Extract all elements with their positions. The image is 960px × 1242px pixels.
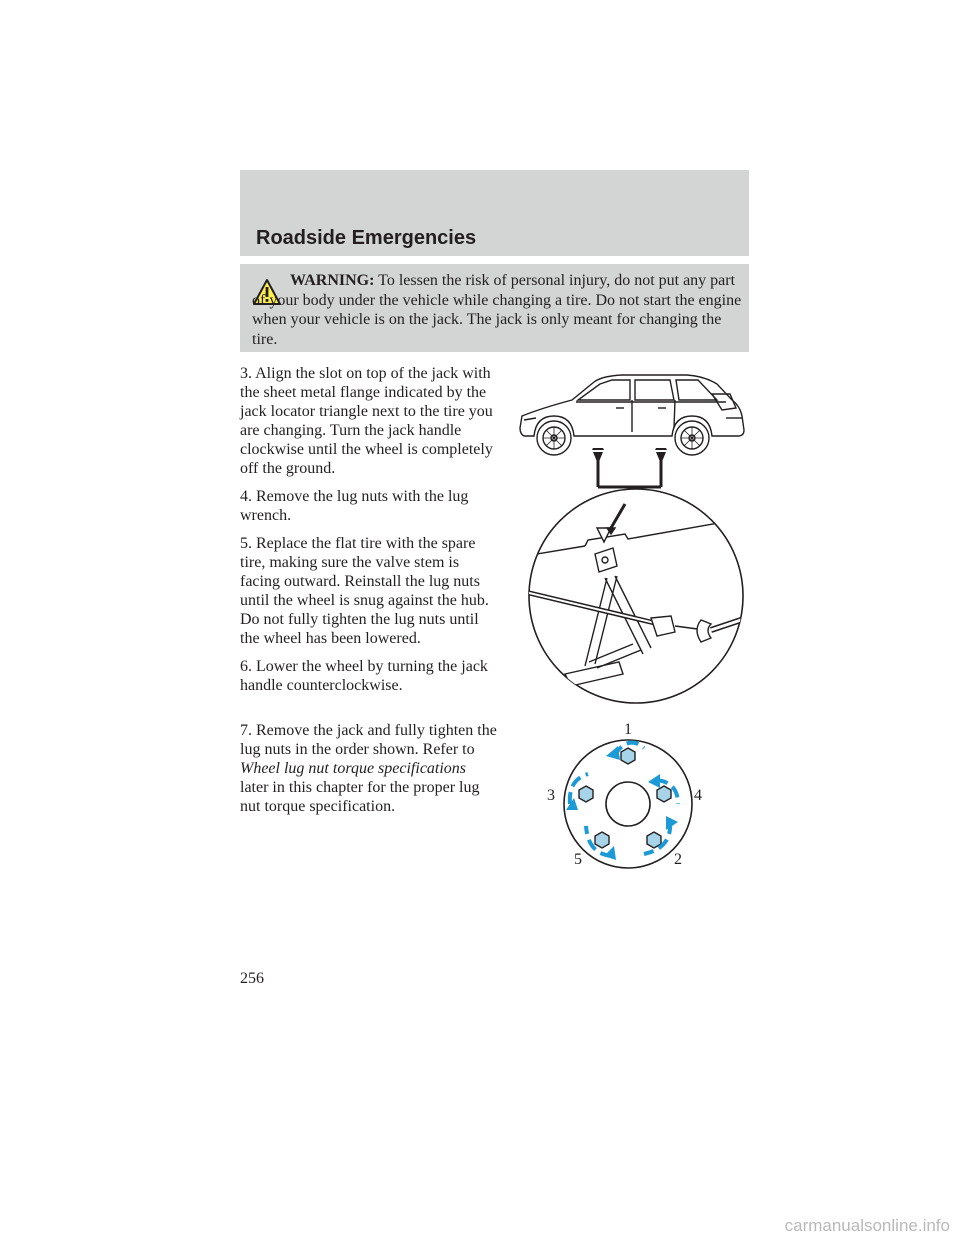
- warning-label: WARNING:: [290, 272, 375, 289]
- step-5: 5. Replace the flat tire with the spare tire, making sure the valve stem is facing outward. Reinstall the lug nuts until the wheel is snug against the hub. Do not fully tighten the lug nuts until the wheel has been lowered.: [240, 535, 489, 647]
- lug-nut-order-diagram: [540, 718, 716, 870]
- step-7-text-end: later in this chapter for the proper lug nut torque specification.: [240, 779, 480, 815]
- lug-nut-5: [595, 832, 609, 848]
- warning-box: [240, 264, 749, 352]
- step-7-text: 7. Remove the jack and fully tighten the lug nuts in the order shown. Refer to: [240, 722, 497, 758]
- section-title: Roadside Emergencies: [256, 227, 477, 249]
- torque-spec-reference: Wheel lug nut torque specifications: [240, 760, 467, 777]
- lug-label-5: 5: [574, 851, 582, 868]
- step-7: [240, 721, 498, 816]
- watermark: carmanualsonline.info: [784, 1216, 950, 1235]
- step-3: 3. Align the slot on top of the jack with the sheet metal flange indicated by the jack locator triangle next to the tire you are changing. Turn the jack handle clockwise until the wheel is completely off the ground.: [240, 365, 493, 477]
- instruction-steps: [240, 364, 498, 825]
- lug-label-4: 4: [694, 787, 702, 804]
- section-header: [240, 170, 749, 256]
- warning-text: [252, 271, 744, 349]
- warning-body: To lessen the risk of personal injury, do not put any part of your body under the vehicle while changing a tire. Do not start the engine when your vehicle is on the jack. The jack is only meant for changing the tire.: [252, 272, 742, 348]
- lug-nut-1: [621, 748, 635, 764]
- jack-illustration: [525, 448, 747, 708]
- lug-label-3: 3: [547, 787, 555, 804]
- step-6: 6. Lower the wheel by turning the jack handle counterclockwise.: [240, 658, 488, 694]
- lug-label-2: 2: [674, 851, 682, 868]
- page-number: 256: [240, 970, 264, 987]
- step-4: 4. Remove the lug nuts with the lug wrench.: [240, 488, 469, 524]
- lug-nut-3: [579, 786, 593, 802]
- lug-label-1: 1: [624, 721, 632, 738]
- lug-nut-2: [647, 832, 661, 848]
- lug-nut-4: [657, 786, 671, 802]
